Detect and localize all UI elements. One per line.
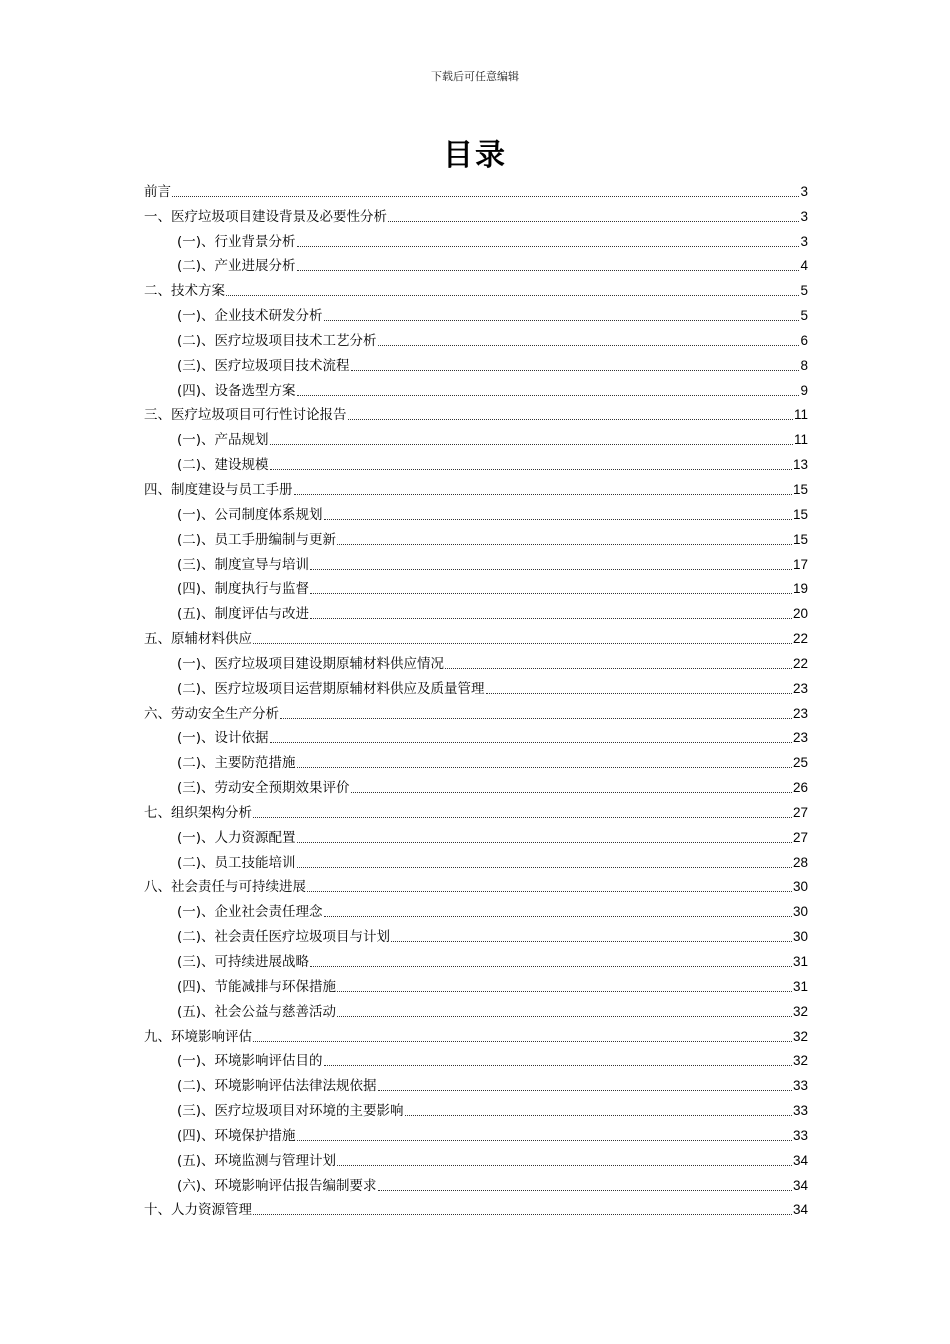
toc-dot-leader (310, 592, 792, 594)
toc-entry-label: (一)、企业技术研发分析 (177, 308, 323, 325)
toc-entry[interactable] (144, 797, 808, 822)
toc-dot-leader (297, 866, 792, 868)
toc-entry-label: (一)、环境影响评估目的 (177, 1053, 323, 1070)
toc-entry[interactable] (144, 847, 808, 872)
toc-entry-page-number: 9 (800, 382, 808, 398)
toc-entry[interactable] (144, 772, 808, 797)
toc-dot-leader (253, 642, 792, 644)
toc-dot-leader (378, 344, 800, 346)
toc-dot-leader (270, 741, 792, 743)
toc-entry[interactable] (144, 723, 808, 748)
toc-dot-leader (337, 990, 792, 992)
toc-entry[interactable] (144, 176, 808, 201)
toc-entry-page-number: 33 (792, 1103, 808, 1119)
toc-dot-leader (253, 1213, 792, 1215)
toc-entry-label: (四)、制度执行与监督 (177, 581, 310, 598)
toc-entry-label: (四)、环境保护措施 (177, 1127, 296, 1144)
toc-entry-label: (三)、医疗垃圾项目技术流程 (177, 357, 350, 374)
toc-dot-leader (324, 319, 800, 321)
toc-entry[interactable] (144, 598, 808, 623)
toc-dot-leader (391, 940, 792, 942)
toc-entry-page-number: 22 (792, 631, 808, 647)
toc-dot-leader (388, 220, 799, 222)
toc-entry-label: (四)、节能减排与环保措施 (177, 978, 337, 995)
toc-entry[interactable] (144, 971, 808, 996)
toc-entry-page-number: 27 (792, 829, 808, 845)
toc-entry-label: (三)、医疗垃圾项目对环境的主要影响 (177, 1103, 404, 1120)
toc-entry-page-number: 33 (792, 1127, 808, 1143)
toc-entry[interactable] (144, 896, 808, 921)
toc-entry-label: 十、人力资源管理 (144, 1202, 252, 1219)
toc-dot-leader (337, 543, 792, 545)
toc-entry[interactable] (144, 1046, 808, 1071)
toc-entry-page-number: 3 (800, 233, 808, 249)
toc-entry-page-number: 11 (793, 407, 808, 423)
toc-entry-page-number: 3 (800, 183, 808, 199)
toc-entry[interactable] (144, 300, 808, 325)
toc-entry-label: (一)、企业社会责任理念 (177, 904, 323, 921)
toc-entry[interactable] (144, 648, 808, 673)
toc-entry-page-number: 22 (792, 655, 808, 671)
toc-entry-label: 七、组织架构分析 (144, 804, 252, 821)
toc-entry-label: (二)、社会责任医疗垃圾项目与计划 (177, 929, 391, 946)
toc-entry-label: (一)、公司制度体系规划 (177, 506, 323, 523)
toc-dot-leader (297, 269, 800, 271)
toc-entry[interactable] (144, 474, 808, 499)
toc-entry-label: (六)、环境影响评估报告编制要求 (177, 1177, 377, 1194)
toc-entry[interactable] (144, 1145, 808, 1170)
toc-dot-leader (297, 766, 792, 768)
toc-dot-leader (253, 816, 792, 818)
toc-entry-label: (四)、设备选型方案 (177, 382, 296, 399)
toc-entry-page-number: 34 (792, 1152, 808, 1168)
toc-entry-page-number: 8 (800, 357, 808, 373)
toc-entry[interactable] (144, 747, 808, 772)
toc-entry[interactable] (144, 350, 808, 375)
toc-entry-page-number: 4 (800, 258, 808, 274)
toc-entry-page-number: 3 (800, 208, 808, 224)
toc-entry[interactable] (144, 400, 808, 425)
toc-entry[interactable] (144, 251, 808, 276)
toc-entry[interactable] (144, 623, 808, 648)
header-note: 下载后可任意编辑 (431, 70, 519, 83)
toc-entry-label: (三)、制度宣导与培训 (177, 556, 310, 573)
toc-entry-page-number: 33 (792, 1078, 808, 1094)
toc-entry-label: 四、制度建设与员工手册 (144, 481, 293, 498)
toc-entry-page-number: 27 (792, 804, 808, 820)
toc-entry[interactable] (144, 325, 808, 350)
toc-entry-page-number: 30 (792, 929, 808, 945)
toc-entry-page-number: 25 (792, 755, 808, 771)
toc-entry-label: 二、技术方案 (144, 283, 225, 300)
toc-entry[interactable] (144, 921, 808, 946)
toc-entry[interactable] (144, 1095, 808, 1120)
toc-dot-leader (378, 1089, 792, 1091)
toc-entry-label: (二)、建设规模 (177, 457, 269, 474)
toc-entry-page-number: 15 (792, 531, 808, 547)
toc-entry[interactable] (144, 673, 808, 698)
toc-dot-leader (351, 369, 800, 371)
toc-entry[interactable] (144, 499, 808, 524)
toc-entry-page-number: 23 (792, 730, 808, 746)
toc-dot-leader (226, 294, 799, 296)
toc-title: 目录 (443, 138, 507, 173)
toc-dot-leader (310, 568, 792, 570)
toc-dot-leader (297, 841, 792, 843)
toc-entry-label: 五、原辅材料供应 (144, 631, 252, 648)
toc-entry[interactable] (144, 375, 808, 400)
toc-entry[interactable] (144, 822, 808, 847)
toc-entry[interactable] (144, 946, 808, 971)
toc-entry[interactable] (144, 424, 808, 449)
toc-entry-label: 一、医疗垃圾项目建设背景及必要性分析 (144, 208, 387, 225)
toc-entry-label: (一)、设计依据 (177, 730, 269, 747)
toc-entry-label: (二)、产业进展分析 (177, 258, 296, 275)
toc-dot-leader (294, 493, 792, 495)
toc-dot-leader (405, 1114, 792, 1116)
toc-entry-page-number: 20 (792, 606, 808, 622)
toc-entry-label: (三)、劳动安全预期效果评价 (177, 780, 350, 797)
toc-entry-page-number: 30 (792, 904, 808, 920)
toc-entry-label: (二)、医疗垃圾项目技术工艺分析 (177, 332, 377, 349)
toc-entry[interactable] (144, 698, 808, 723)
toc-entry[interactable] (144, 1021, 808, 1046)
toc-entry-label: (一)、行业背景分析 (177, 233, 296, 250)
toc-entry-page-number: 5 (800, 308, 808, 324)
toc-entry[interactable] (144, 1170, 808, 1195)
toc-entry[interactable] (144, 449, 808, 474)
toc-entry-page-number: 5 (800, 283, 808, 299)
toc-entry-page-number: 31 (792, 978, 808, 994)
table-of-contents (144, 176, 808, 1219)
toc-entry-page-number: 19 (792, 581, 808, 597)
toc-entry[interactable] (144, 524, 808, 549)
toc-entry-label: 三、医疗垃圾项目可行性讨论报告 (144, 407, 347, 424)
toc-entry-page-number: 6 (800, 332, 808, 348)
toc-dot-leader (310, 617, 792, 619)
toc-dot-leader (351, 791, 792, 793)
toc-entry-page-number: 34 (792, 1202, 808, 1218)
toc-entry-page-number: 28 (792, 854, 808, 870)
toc-entry[interactable] (144, 1195, 808, 1220)
toc-entry-label: (二)、主要防范措施 (177, 755, 296, 772)
toc-dot-leader (324, 1064, 792, 1066)
toc-dot-leader (270, 443, 793, 445)
toc-dot-leader (337, 1164, 792, 1166)
toc-entry-label: (五)、制度评估与改进 (177, 606, 310, 623)
toc-entry-label: (二)、环境影响评估法律法规依据 (177, 1078, 377, 1095)
toc-entry-label: 九、环境影响评估 (144, 1028, 252, 1045)
toc-entry[interactable] (144, 574, 808, 599)
toc-entry-page-number: 30 (792, 879, 808, 895)
toc-entry-page-number: 32 (792, 1003, 808, 1019)
toc-dot-leader (253, 1040, 792, 1042)
toc-entry-label: (五)、环境监测与管理计划 (177, 1152, 337, 1169)
toc-dot-leader (486, 692, 792, 694)
toc-entry-page-number: 23 (792, 680, 808, 696)
toc-entry-page-number: 31 (792, 954, 808, 969)
toc-entry-page-number: 11 (793, 432, 808, 448)
toc-entry-label: (二)、员工手册编制与更新 (177, 531, 337, 548)
toc-dot-leader (270, 468, 792, 470)
toc-entry-label: (一)、产品规划 (177, 432, 269, 449)
toc-dot-leader (324, 915, 792, 917)
toc-entry-page-number: 15 (792, 506, 808, 522)
toc-entry-page-number: 26 (792, 780, 808, 796)
toc-entry[interactable] (144, 996, 808, 1021)
toc-dot-leader (280, 717, 792, 719)
toc-entry[interactable] (144, 226, 808, 251)
toc-entry-page-number: 32 (792, 1053, 808, 1069)
toc-dot-leader (378, 1189, 792, 1191)
toc-entry-label: (二)、医疗垃圾项目运营期原辅材料供应及质量管理 (177, 680, 485, 697)
toc-entry[interactable] (144, 549, 808, 574)
toc-dot-leader (307, 890, 792, 892)
toc-dot-leader (324, 518, 792, 520)
toc-dot-leader (297, 1139, 792, 1141)
toc-entry-page-number: 23 (792, 705, 808, 721)
toc-entry-page-number: 34 (792, 1177, 808, 1193)
toc-entry-label: (二)、员工技能培训 (177, 854, 296, 871)
toc-dot-leader (297, 394, 800, 396)
toc-entry[interactable] (144, 872, 808, 897)
toc-entry-page-number: 32 (792, 1028, 808, 1044)
toc-entry-label: (一)、医疗垃圾项目建设期原辅材料供应情况 (177, 655, 445, 672)
toc-entry-label: 八、社会责任与可持续进展 (144, 879, 306, 896)
toc-entry-label: 六、劳动安全生产分析 (144, 705, 279, 722)
toc-entry-label: (一)、人力资源配置 (177, 829, 296, 846)
toc-entry[interactable] (144, 201, 808, 226)
toc-dot-leader (172, 195, 799, 197)
toc-entry-label: (五)、社会公益与慈善活动 (177, 1003, 337, 1020)
toc-dot-leader (348, 418, 793, 420)
toc-entry-label: (三)、可持续进展战略 (177, 954, 310, 970)
toc-dot-leader (310, 965, 792, 967)
toc-dot-leader (337, 1015, 792, 1017)
toc-entry-label: 前言 (144, 183, 171, 200)
toc-entry[interactable] (144, 1070, 808, 1095)
toc-dot-leader (297, 245, 800, 247)
toc-entry-page-number: 17 (792, 556, 808, 572)
toc-entry[interactable] (144, 275, 808, 300)
toc-entry-page-number: 15 (792, 481, 808, 497)
toc-entry[interactable] (144, 1120, 808, 1145)
toc-entry-page-number: 13 (792, 457, 808, 473)
toc-dot-leader (445, 667, 792, 669)
